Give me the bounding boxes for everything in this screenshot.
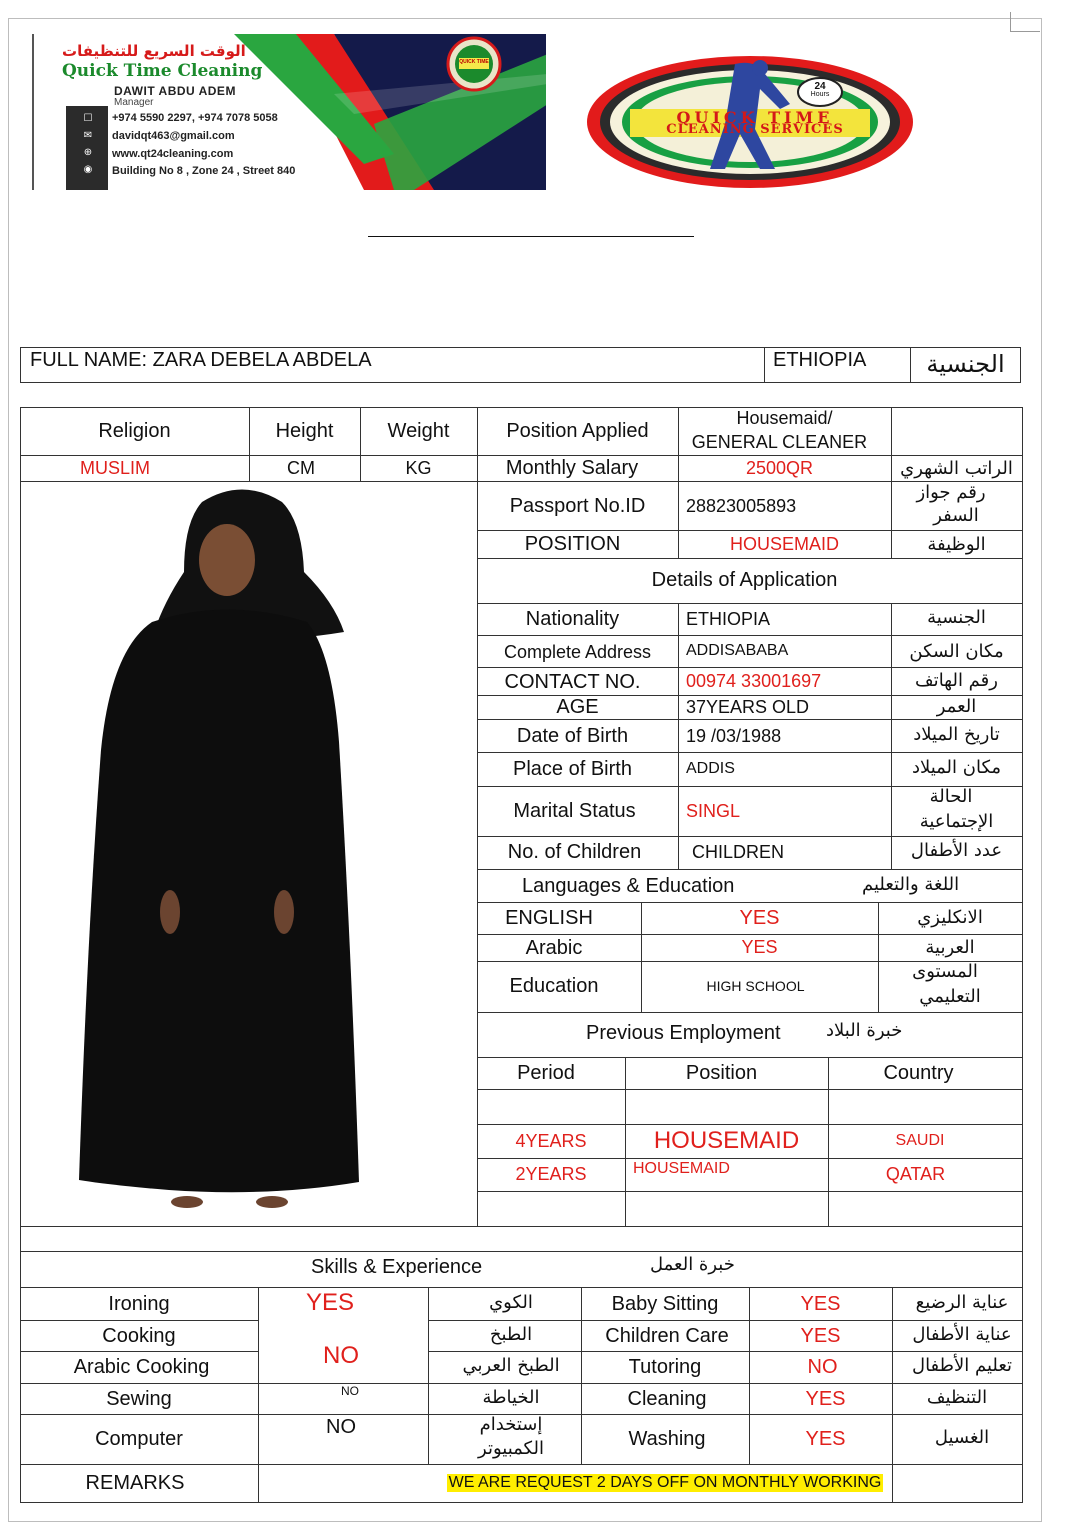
salary-label: Monthly Salary (505, 456, 639, 479)
rule (477, 558, 1023, 559)
employment-row-period: 4YEARS (515, 1130, 587, 1151)
rule (477, 635, 1023, 636)
address-label: Complete Address (503, 641, 652, 662)
employment-row-position: HOUSEMAID (653, 1127, 800, 1154)
skills-title-ar: خبرة العمل (650, 1254, 735, 1275)
nationality-ar: الجنسية (927, 606, 986, 628)
remarks-label: REMARKS (85, 1471, 185, 1494)
skill-cooking: Cooking (102, 1324, 176, 1347)
globe-icon: ⊕ (83, 147, 93, 158)
passport-label: Passport No.ID (509, 494, 646, 517)
rule (20, 382, 1021, 383)
marital-ar-2: الإجتماعية (919, 811, 994, 832)
rule (20, 1502, 1023, 1503)
position-label: POSITION (524, 532, 621, 555)
employment-col-country: Country (883, 1061, 954, 1084)
rule (20, 1320, 258, 1321)
skill-children-care-ar: عناية الأطفال (912, 1323, 1012, 1345)
email-icon: ✉ (83, 130, 93, 141)
employment-title: Previous Employment (586, 1022, 781, 1044)
skill-ironing-value: YES (305, 1289, 355, 1316)
card-person-name: DAWIT ABDU ADEM (114, 84, 236, 98)
skill-baby-sitting-value: YES (800, 1292, 841, 1315)
rule (477, 869, 1023, 870)
dob-label: Date of Birth (516, 724, 629, 747)
card-arabic-title: الوقت السريع للتنظيفات (62, 42, 246, 60)
skill-cooking-value: NO (323, 1342, 359, 1369)
phone-icon: ☐ (83, 113, 93, 124)
contact-label: CONTACT NO. (504, 670, 641, 693)
card-email: davidqt463@gmail.com (112, 130, 235, 142)
position-ar: الوظيفة (927, 533, 986, 555)
employment-row-country: SAUDI (895, 1132, 945, 1149)
skill-ironing: Ironing (108, 1292, 170, 1315)
skill-children-care: Children Care (605, 1324, 729, 1347)
education-value: HIGH SCHOOL (706, 978, 805, 994)
address-value: ADDISABABA (686, 642, 789, 659)
salary-value: 2500QR (745, 457, 814, 478)
employment-col-position: Position (685, 1061, 758, 1084)
card-website: www.qt24cleaning.com (112, 148, 234, 160)
business-card (32, 34, 546, 190)
passport-value: 28823005893 (686, 495, 797, 516)
english-ar: الانكليزي (917, 906, 983, 928)
corner-mark (1010, 12, 1040, 32)
education-label: Education (509, 974, 599, 997)
card-phone: +974 5590 2297, +974 7078 5058 (112, 112, 278, 124)
weight-label: Weight (387, 419, 450, 442)
remarks-value: WE ARE REQUEST 2 DAYS OFF ON MONTHLY WORKING (448, 1474, 882, 1491)
languages-title-ar: اللغة والتعليم (862, 874, 960, 895)
pob-label: Place of Birth (513, 757, 632, 780)
position-applied-value-1: Housemaid/ (736, 408, 833, 428)
title-underline (368, 236, 694, 237)
logo-hours-word: Hours (810, 91, 830, 98)
pob-value: ADDIS (686, 760, 735, 777)
card-address: Building No 8 , Zone 24 , Street 840 (112, 165, 296, 177)
marital-value: SINGL (686, 800, 741, 821)
marital-ar-1: الحالة (929, 786, 973, 807)
card-title: Quick Time Cleaning (62, 61, 263, 81)
weight-value: KG (405, 457, 432, 478)
position-applied-value-2: GENERAL CLEANER (691, 432, 868, 452)
header-nationality-ar: الجنسية (926, 350, 1005, 378)
rule (477, 1191, 1023, 1192)
skill-sewing: Sewing (106, 1387, 172, 1410)
religion-label: Religion (98, 419, 171, 442)
passport-ar-2: السفر (933, 505, 979, 526)
skill-arabic-cooking-ar: الطبخ العربي (462, 1354, 560, 1376)
skills-title: Skills & Experience (311, 1256, 483, 1278)
employment-row-position: HOUSEMAID (633, 1160, 730, 1177)
marital-label: Marital Status (513, 799, 636, 822)
skill-cooking-ar: الطبخ (489, 1323, 533, 1345)
skill-tutoring-ar: تعليم الأطفال (911, 1354, 1013, 1376)
english-value: YES (739, 906, 780, 929)
position-value: HOUSEMAID (729, 533, 839, 554)
children-label: No. of Children (507, 840, 642, 863)
logo-line2: CLEANING SERVICES (666, 122, 844, 137)
employment-row-period: 2YEARS (515, 1163, 587, 1184)
rule (477, 1124, 1023, 1125)
children-ar: عدد الأطفال (910, 839, 1003, 861)
location-icon: ◉ (83, 164, 93, 175)
logo-hours-number: 24 (814, 81, 826, 92)
arabic-value: YES (741, 936, 778, 957)
card-person-role: Manager (114, 97, 154, 108)
height-value: CM (287, 457, 315, 478)
rule (20, 1226, 1023, 1227)
english-label: ENGLISH (505, 906, 593, 929)
religion-value: MUSLIM (79, 457, 150, 478)
address-ar: مكان السكن (909, 640, 1004, 662)
skill-computer-ar-1: إستخدام (479, 1414, 543, 1435)
rule (764, 347, 765, 383)
age-value: 37YEARS OLD (686, 697, 810, 717)
rule (20, 347, 1021, 348)
skill-tutoring: Tutoring (628, 1355, 702, 1378)
skill-computer-value: NO (326, 1416, 356, 1438)
skill-ironing-ar: الكوي (489, 1291, 533, 1313)
contact-value: 00974 33001697 (686, 670, 822, 691)
languages-title: Languages & Education (522, 875, 735, 897)
pob-ar: مكان الميلاد (911, 756, 1002, 778)
skill-computer-ar-2: الكمبيوتر (478, 1438, 544, 1459)
age-ar: العمر (936, 696, 977, 717)
position-applied-label: Position Applied (506, 419, 649, 442)
skill-washing-ar: الغسيل (934, 1426, 990, 1448)
skill-cleaning-ar: التنظيف (926, 1386, 988, 1408)
rule (477, 1057, 1023, 1058)
rule (20, 1464, 1023, 1465)
education-ar-2: التعليمي (919, 986, 981, 1007)
rule (477, 1012, 1023, 1013)
logo-line1: QUICK TIME (676, 108, 834, 127)
skill-washing-value: YES (805, 1427, 846, 1450)
skill-sewing-value: NO (341, 1384, 359, 1398)
height-label: Height (275, 419, 334, 442)
skill-washing: Washing (628, 1427, 706, 1450)
rule (20, 1251, 1023, 1252)
skill-tutoring-value: NO (807, 1355, 838, 1378)
skill-cleaning: Cleaning (627, 1387, 707, 1410)
children-value: CHILDREN (692, 841, 785, 862)
rule (1020, 347, 1021, 383)
skill-baby-sitting: Baby Sitting (611, 1292, 719, 1315)
age-label: AGE (556, 696, 599, 718)
skill-children-care-value: YES (800, 1324, 841, 1347)
passport-ar-1: رقم جواز (916, 482, 986, 503)
education-ar-1: المستوى (912, 961, 978, 982)
nationality-value: ETHIOPIA (686, 608, 771, 629)
rule (20, 347, 21, 383)
nationality-label: Nationality (525, 607, 620, 630)
card-badge-text: QUICK TIME (459, 59, 489, 65)
salary-ar: الراتب الشهري (900, 457, 1013, 479)
employment-row-country: QATAR (885, 1163, 946, 1184)
company-logo (585, 54, 915, 190)
arabic-ar: العربية (925, 936, 975, 958)
details-section-title: Details of Application (651, 568, 838, 591)
skill-computer: Computer (95, 1427, 183, 1450)
skill-sewing-ar: الخياطة (482, 1386, 540, 1408)
skill-cleaning-value: YES (805, 1387, 846, 1410)
full-name: FULL NAME: ZARA DEBELA ABDELA (30, 349, 372, 371)
contact-ar: رقم الهاتف (915, 669, 998, 691)
employment-title-ar: خبرة البلاد (826, 1020, 903, 1041)
dob-value: 19 /03/1988 (686, 725, 782, 746)
header-nationality: ETHIOPIA (773, 349, 867, 371)
skill-baby-sitting-ar: عناية الرضيع (915, 1291, 1009, 1313)
employment-col-period: Period (517, 1061, 575, 1084)
rule (477, 1089, 1023, 1090)
arabic-label: Arabic (525, 936, 583, 959)
skill-arabic-cooking: Arabic Cooking (73, 1355, 210, 1378)
applicant-photo (22, 482, 477, 1224)
dob-ar: تاريخ الميلاد (913, 723, 1000, 745)
